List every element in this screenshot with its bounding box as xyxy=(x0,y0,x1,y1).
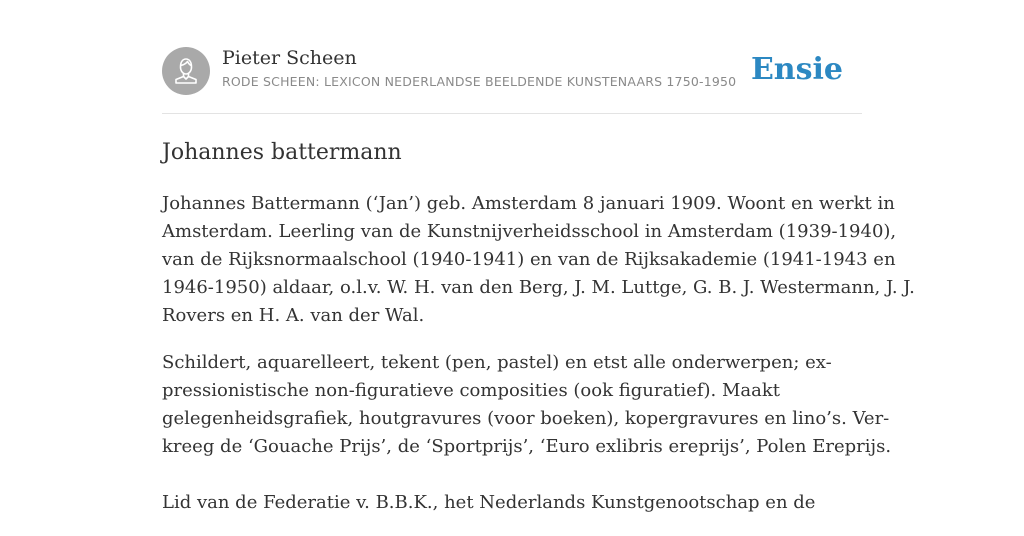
text-line: kreeg de ‘Gouache Prijs’, de ‘Sportprijs’, ‘Euro exlibris ereprijs’, Polen Ereprijs. xyxy=(162,436,892,457)
article-title: Johannes battermann xyxy=(162,140,402,165)
author-avatar[interactable] xyxy=(162,47,210,95)
paragraph-3 xyxy=(162,489,862,517)
author-name[interactable]: Pieter Scheen xyxy=(222,47,357,69)
text-line: Schildert, aquarelleert, tekent (pen, pastel) en etst alle onderwerpen; ex- xyxy=(162,352,832,373)
header-divider xyxy=(162,113,862,114)
user-avatar-icon xyxy=(162,47,210,95)
article-body xyxy=(162,190,915,536)
text-line: Johannes Battermann (‘Jan’) geb. Amsterdam 8 januari 1909. Woont en werkt in xyxy=(162,193,895,214)
ensie-logo[interactable]: Ensie xyxy=(750,52,843,87)
paragraph-2 xyxy=(162,349,892,461)
source-title[interactable]: RODE SCHEEN: LEXICON NEDERLANDSE BEELDENDE KUNSTENAARS 1750-1950 xyxy=(222,74,737,89)
text-line: pressionistische non-figuratieve composities (ook figuratief). Maakt xyxy=(162,380,780,401)
text-line: Lid van de Federatie v. B.B.K., het Nederlands Kunstgenootschap en de xyxy=(162,492,816,513)
text-line: gelegenheidsgrafiek, houtgravures (voor boeken), kopergravures en lino’s. Ver- xyxy=(162,408,890,429)
header xyxy=(162,47,862,95)
text-line: Amsterdam. Leerling van de Kunstnijverheidsschool in Amsterdam (1939-1940), xyxy=(162,221,897,242)
paragraph-1 xyxy=(162,190,915,330)
text-line: 1946-1950) aldaar, o.l.v. W. H. van den Berg, J. M. Luttge, G. B. J. Westermann, J. J. xyxy=(162,277,915,298)
text-line: van de Rijksnormaalschool (1940-1941) en van de Rijksakademie (1941-1943 en xyxy=(162,249,896,270)
text-line: Rovers en H. A. van der Wal. xyxy=(162,305,425,326)
